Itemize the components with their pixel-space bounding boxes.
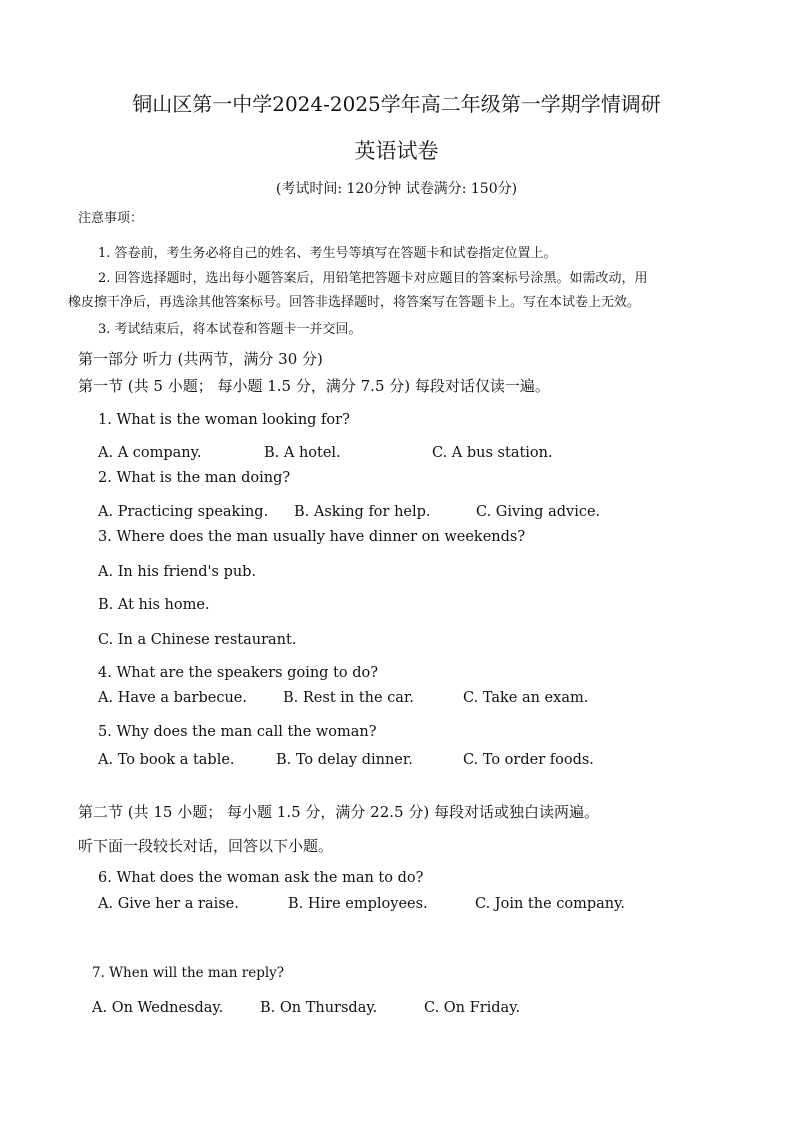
question-2-option-b: B. Asking for help. [294,504,431,520]
question-4-option-b: B. Rest in the car. [283,690,414,706]
question-4-option-a: A. Have a barbecue. [98,690,247,706]
section2-intro: 听下面一段较长对话，回答以下小题。 [78,837,334,855]
note-item-2-line-2: 橡皮擦干净后，再选涂其他答案标号。回答非选择题时，将答案写在答题卡上。写在本试卷上无效。 [68,295,641,310]
question-5-stem: 5. Why does the man call the woman? [98,724,377,740]
question-7-option-c: C. On Friday. [424,1000,521,1016]
section2-heading: 第二节 (共 15 小题； 每小题 1.5 分，满分 22.5 分) 每段对话或独白读两遍。 [78,803,599,821]
question-7-option-a: A. On Wednesday. [92,1000,224,1016]
question-2-stem: 2. What is the man doing? [98,470,291,486]
question-7-stem: 7. When will the man reply? [92,965,285,981]
note-item-2-line-1: 2. 回答选择题时，选出每小题答案后，用铅笔把答题卡对应题目的答案标号涂黑。如需改动，用 [98,271,648,286]
question-6-option-c: C. Join the company. [475,896,626,912]
exam-subtitle: 英语试卷 [354,139,439,163]
question-7-option-b: B. On Thursday. [260,1000,378,1016]
exam-title: 铜山区第一中学2024-2025学年高二年级第一学期学情调研 [132,92,661,116]
question-5-option-b: B. To delay dinner. [276,752,413,768]
question-1-option-c: C. A bus station. [432,445,553,461]
question-4-stem: 4. What are the speakers going to do? [98,665,379,681]
question-2-option-a: A. Practicing speaking. [98,504,269,520]
question-5-option-c: C. To order foods. [463,752,594,768]
question-1-stem: 1. What is the woman looking for? [98,412,350,428]
question-1-option-b: B. A hotel. [264,445,341,461]
question-1-option-a: A. A company. [98,445,202,461]
question-3-stem: 3. Where does the man usually have dinner on weekends? [98,529,526,545]
part1-heading: 第一部分 听力 (共两节，满分 30 分) [78,350,323,368]
question-6-option-a: A. Give her a raise. [98,896,239,912]
question-5-option-a: A. To book a table. [98,752,235,768]
question-6-stem: 6. What does the woman ask the man to do? [98,870,424,886]
question-2-option-c: C. Giving advice. [476,504,601,520]
question-6-option-b: B. Hire employees. [288,896,428,912]
section1-heading: 第一节 (共 5 小题； 每小题 1.5 分，满分 7.5 分) 每段对话仅读一遍。 [78,377,550,395]
question-3-option-c: C. In a Chinese restaurant. [98,632,297,648]
exam-info: (考试时间: 120分钟 试卷满分: 150分) [275,181,518,197]
question-3-option-a: A. In his friend's pub. [98,564,257,580]
notes-heading: 注意事项： [78,211,144,226]
note-item-3: 3. 考试结束后，将本试卷和答题卡一并交回。 [98,322,362,337]
question-3-option-b: B. At his home. [98,597,210,613]
question-4-option-c: C. Take an exam. [463,690,589,706]
note-item-1: 1. 答卷前，考生务必将自己的姓名、考生号等填写在答题卡和试卷指定位置上。 [98,246,557,261]
